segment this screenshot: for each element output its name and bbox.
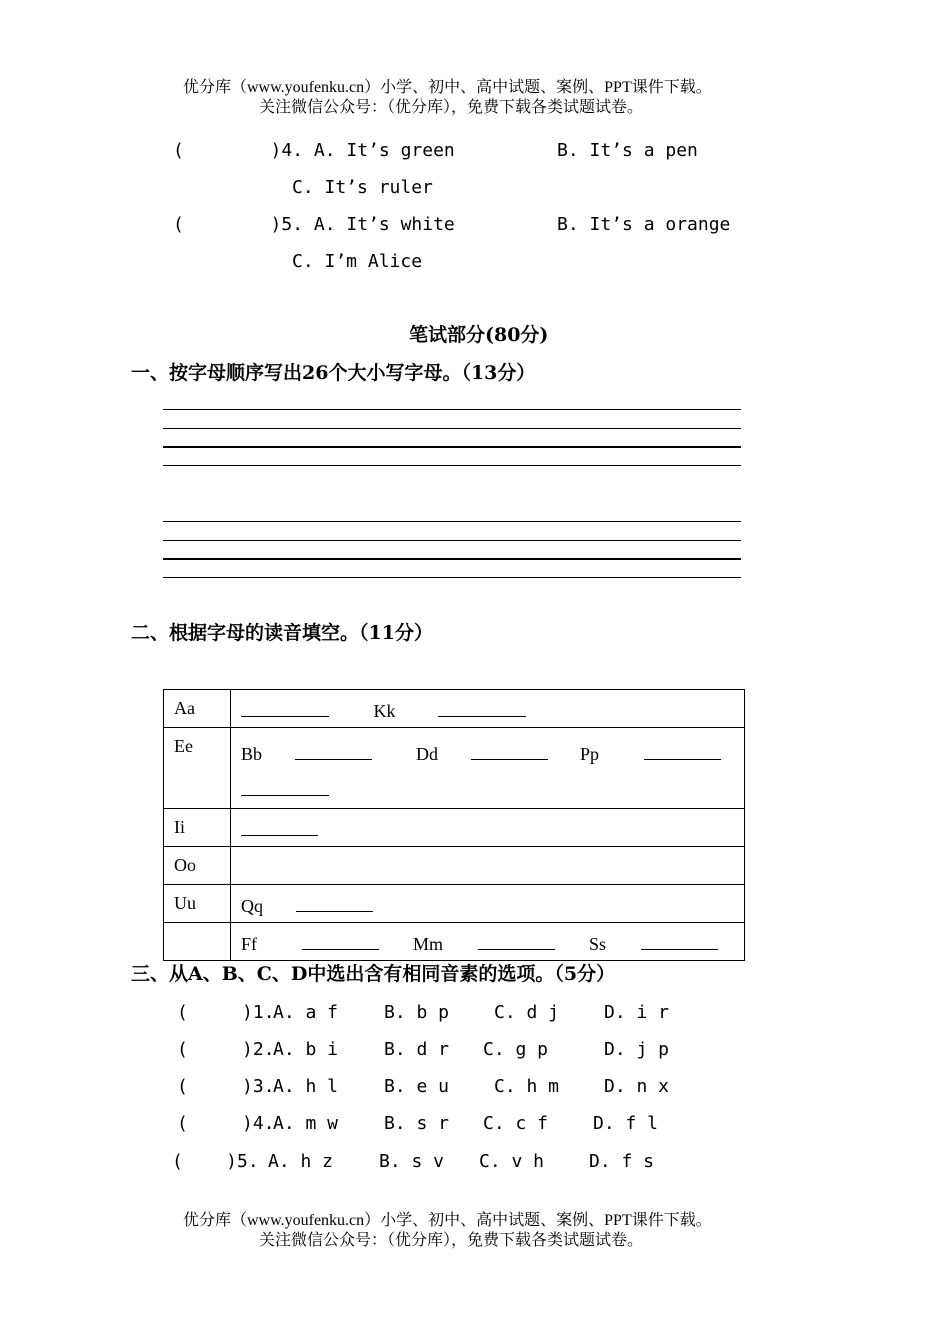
answer-blank[interactable] xyxy=(241,698,329,717)
writing-line xyxy=(163,540,741,541)
answer-blank[interactable] xyxy=(302,931,379,950)
writing-line xyxy=(163,558,741,560)
answer-blank[interactable] xyxy=(296,893,373,912)
answer-blank[interactable] xyxy=(641,931,718,950)
choice-q1-d: D. i r xyxy=(604,1002,670,1023)
choice-q4-c: C. c f xyxy=(483,1113,549,1134)
listening-q4: ( )4. A. It’s green xyxy=(173,140,455,161)
table-row xyxy=(164,728,745,809)
answer-blank[interactable] xyxy=(478,931,555,950)
choice-q3-a: A. h l xyxy=(273,1076,339,1097)
letter-ss: Ss xyxy=(589,934,607,954)
answer-blank[interactable] xyxy=(241,817,318,836)
written-part-title: 笔试部分(80分) xyxy=(409,324,549,346)
table-row xyxy=(164,847,745,885)
choice-q2-b: B. d r xyxy=(384,1039,450,1060)
table-row xyxy=(164,885,745,923)
writing-line xyxy=(163,521,741,522)
writing-line xyxy=(163,577,741,578)
row-head-oo: Oo xyxy=(174,855,196,875)
listening-q4-option-b: B. It’s a pen xyxy=(557,140,698,161)
letter-mm: Mm xyxy=(413,934,444,954)
section-1-title: 一、按字母顺序写出26个大小写字母。（13分） xyxy=(131,362,536,384)
letter-ff: Ff xyxy=(241,934,258,954)
writing-line xyxy=(163,409,741,410)
answer-blank[interactable] xyxy=(241,777,329,796)
choice-q1-a: A. a f xyxy=(273,1002,339,1023)
letter-dd: Dd xyxy=(416,744,439,764)
choice-q2-c: C. g p xyxy=(483,1039,549,1060)
choice-q2-d: D. j p xyxy=(604,1039,670,1060)
section-2-title: 二、根据字母的读音填空。（11分） xyxy=(131,622,433,644)
choice-q4-number: ( )4. xyxy=(177,1113,275,1134)
row-head-ii: Ii xyxy=(174,817,185,837)
choice-q2-number: ( )2. xyxy=(177,1039,275,1060)
choice-q3-d: D. n x xyxy=(604,1076,670,1097)
choice-q5-d: D. f s xyxy=(589,1151,655,1172)
writing-line xyxy=(163,465,741,466)
choice-q5-b: B. s v xyxy=(379,1151,445,1172)
letter-qq: Qq xyxy=(241,896,263,916)
table-row xyxy=(164,923,745,961)
letter-bb: Bb xyxy=(241,744,263,764)
answer-blank[interactable] xyxy=(471,741,548,760)
table-row xyxy=(164,809,745,847)
phonics-table xyxy=(163,689,745,961)
choice-q3-b: B. e u xyxy=(384,1076,450,1097)
table-row xyxy=(164,690,745,728)
listening-q5: ( )5. A. It’s white xyxy=(173,214,455,235)
row-head-aa: Aa xyxy=(174,698,195,718)
answer-blank[interactable] xyxy=(295,741,372,760)
listening-q5-option-c: C. I’m Alice xyxy=(292,251,423,272)
answer-blank[interactable] xyxy=(438,698,526,717)
footer-line-1: 优分库（www.youfenku.cn）小学、初中、高中试题、案例、PPT课件下载。 xyxy=(183,1212,712,1229)
choice-q1-c: C. d j xyxy=(494,1002,560,1023)
section-3-title: 三、从A、B、C、D中选出含有相同音素的选项。（5分） xyxy=(131,963,616,985)
choice-q1-number: ( )1. xyxy=(177,1002,275,1023)
choice-q5-a: A. h z xyxy=(268,1151,334,1172)
header-line-1: 优分库（www.youfenku.cn）小学、初中、高中试题、案例、PPT课件下载。 xyxy=(183,79,712,96)
footer-line-2: 关注微信公众号：（优分库），免费下载各类试题试卷。 xyxy=(259,1232,644,1249)
letter-pp: Pp xyxy=(580,744,600,764)
header-line-2: 关注微信公众号：（优分库），免费下载各类试题试卷。 xyxy=(259,99,644,116)
answer-blank[interactable] xyxy=(644,741,721,760)
choice-q4-b: B. s r xyxy=(384,1113,450,1134)
row-head-ee: Ee xyxy=(174,736,193,756)
writing-line xyxy=(163,428,741,429)
choice-q2-a: A. b i xyxy=(273,1039,339,1060)
writing-line xyxy=(163,446,741,448)
listening-q4-option-c: C. It’s ruler xyxy=(292,177,433,198)
choice-q4-d: D. f l xyxy=(593,1113,659,1134)
choice-q3-c: C. h m xyxy=(494,1076,560,1097)
choice-q5-c: C. v h xyxy=(479,1151,545,1172)
choice-q4-a: A. m w xyxy=(273,1113,339,1134)
choice-q3-number: ( )3. xyxy=(177,1076,275,1097)
row-head-uu: Uu xyxy=(174,893,196,913)
choice-q5-number: ( )5. xyxy=(172,1151,259,1172)
letter-kk: Kk xyxy=(373,701,396,721)
choice-q1-b: B. b p xyxy=(384,1002,450,1023)
listening-q5-option-b: B. It’s a orange xyxy=(557,214,731,235)
